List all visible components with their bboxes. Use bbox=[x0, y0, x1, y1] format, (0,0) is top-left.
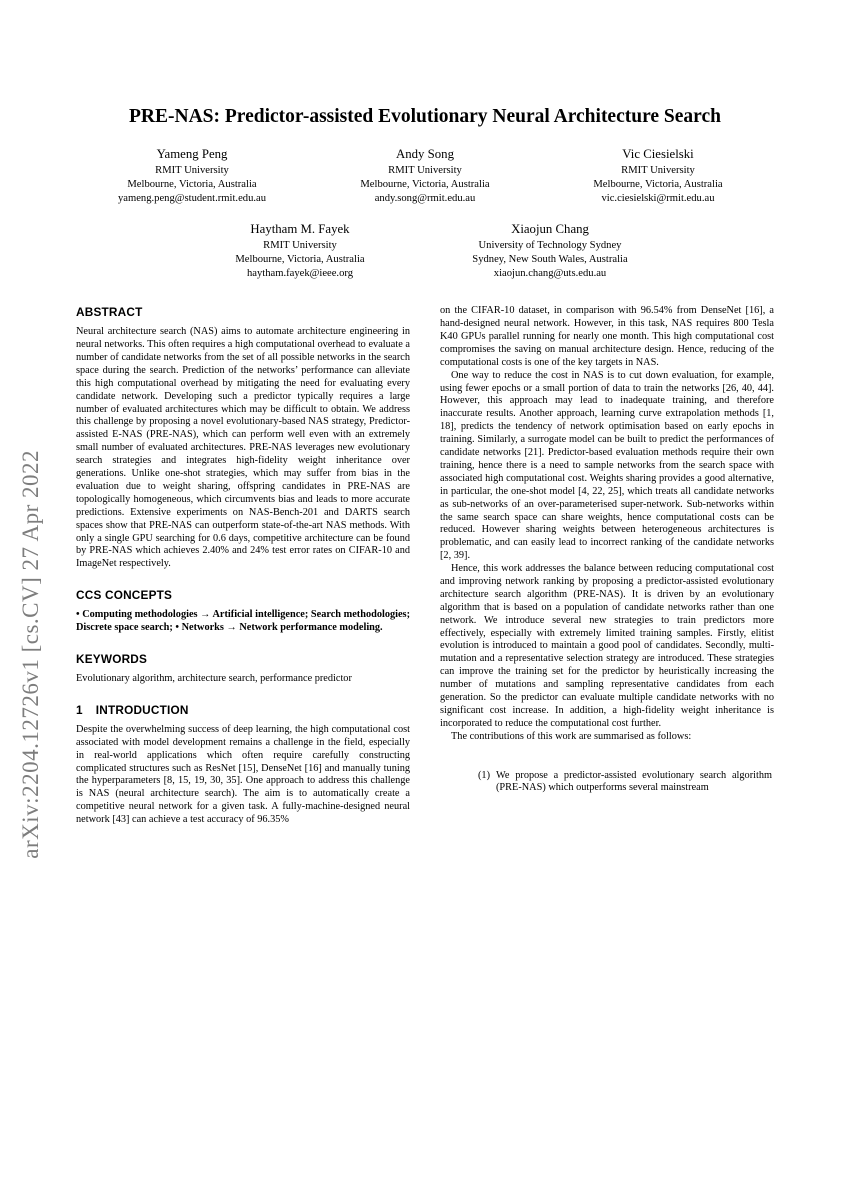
left-column bbox=[76, 305, 410, 827]
ccs-text: • Computing methodologies → Artificial intelligence; Search methodologies; Discrete space search; • Networks → Network performance modeling. bbox=[76, 609, 410, 634]
section-title: INTRODUCTION bbox=[95, 702, 189, 717]
contribution-text: We propose a predictor-assisted evolutionary search algorithm (PRE-NAS) which outperforms several mainstream bbox=[496, 769, 772, 794]
intro-paragraph-1: Despite the overwhelming success of deep learning, the high computational cost associated with model development remains a challenge in the field, especially in real-world applications which often require carefully constructing complicated structures such as ResNet [15], DenseNet [16] and manually tuning the hyperparameters [8, 15, 19, 30, 35]. One approach to address this challenge is NAS (neural architecture search). The aim is to automatically create a competitive neural network for a given task. A fully-machine-designed neural network [43] can achieve a test accuracy of 96.35% bbox=[76, 723, 410, 826]
body-paragraph: on the CIFAR-10 dataset, in comparison with 96.54% from DenseNet [16], a hand-designed neural network. However, in this task, NAS requires 800 Tesla K40 GPUs parallel running for nearly one month. This high computational cost compromises the saving on manual architecture design. Hence, reducing of the computational costs is one of the key targets in NAS. bbox=[440, 305, 774, 368]
contribution-item bbox=[478, 769, 772, 796]
author-email: vic.ciesielski@rmit.edu.au bbox=[601, 193, 715, 205]
contributions-list bbox=[440, 770, 774, 796]
author-name: Yameng Peng bbox=[156, 146, 228, 161]
keywords-heading: KEYWORDS bbox=[76, 651, 148, 666]
ccs-heading: CCS CONCEPTS bbox=[76, 588, 173, 603]
paper-title: PRE-NAS: Predictor-assisted Evolutionary Neural Architecture Search bbox=[129, 106, 721, 127]
author-email: yameng.peng@student.rmit.edu.au bbox=[117, 193, 267, 205]
author-block bbox=[175, 221, 425, 281]
author-location: Sydney, New South Wales, Australia bbox=[472, 254, 628, 266]
author-name: Haytham M. Fayek bbox=[250, 222, 350, 237]
body-paragraph: Hence, this work addresses the balance between reducing computational cost and improving network ranking by proposing a predictor-assisted evolutionary architecture search algorithm (PRE-NAS). It is driven by an evolutionary algorithm that is based on a population of candidate networks rather than one network. We introduce several new strategies to train predictors more effectively, especially with extremely limited training samples. Firstly, elitist evolution is introduced to maintain a good pool of candidates. Secondly, multi-mutation and a representative selection strategy are introduced. These strategies can improve the training set for the predictor by heuristically increasing the number of mutations and sampling representative candidates from each generation. So the predictor can evaluate multiple candidate networks with no significant cost increase. In addition, a high-fidelity weight inheritance is incorporated to reduce the computational cost further. bbox=[440, 563, 774, 729]
author-affiliation: RMIT University bbox=[388, 165, 462, 177]
author-block bbox=[425, 221, 675, 281]
author-location: Melbourne, Victoria, Australia bbox=[360, 179, 490, 191]
author-affiliation: RMIT University bbox=[263, 240, 337, 252]
body-paragraph: One way to reduce the cost in NAS is to cut down evaluation, for example, using fewer epochs or a small portion of data to train the networks [26, 40, 44]. However, this approach may lead to inadequate training, and therefore inaccurate results. Another approach, learning curve extrapolation methods [1, 18], predicts the tendency of network optimisation based on early epochs in training. Similarly, a surrogate model can be built to predict the performances of candidate networks [21]. Predictor-based evaluation methods require their own training, hence there is a need to sample networks from the search space with associated high computational cost. Weights sharing provides a good alternative, in particular, the one-shot model [4, 22, 25], which treats all candidate networks as sub-networks of an over-parameterised super-network. Sub-networks within the same search space can share weights, hence computational costs can be reduced. However sharing weights between heterogeneous architectures is problematic, and can easily lead to incorrect ranking of the candidate networks [2, 39]. bbox=[440, 369, 774, 562]
author-affiliation: RMIT University bbox=[621, 165, 695, 177]
author-location: Melbourne, Victoria, Australia bbox=[127, 179, 257, 191]
author-affiliation: RMIT University bbox=[155, 165, 229, 177]
introduction-heading bbox=[76, 703, 410, 717]
right-column bbox=[440, 305, 774, 827]
authors-row-1 bbox=[0, 146, 850, 206]
body-paragraph: The contributions of this work are summarised as follows: bbox=[451, 730, 692, 742]
section-number: 1 bbox=[76, 702, 83, 717]
author-email: haytham.fayek@ieee.org bbox=[246, 268, 354, 280]
arxiv-watermark bbox=[12, 389, 50, 919]
authors-row-2 bbox=[0, 221, 850, 281]
author-block bbox=[76, 146, 309, 206]
author-name: Andy Song bbox=[396, 146, 454, 161]
contribution-label: (1) bbox=[478, 769, 491, 781]
author-block bbox=[309, 146, 542, 206]
author-location: Melbourne, Victoria, Australia bbox=[593, 179, 723, 191]
abstract-text: Neural architecture search (NAS) aims to automate architecture engineering in neural networks. This often requires a high computational overhead to evaluate a number of candidate networks from the set of all possible networks in the search space during the search. Prediction of the networks’ performance can alleviate this high computational overhead by mitigating the need for evaluating every candidate network. Developing such a predictor typically requires a large number of evaluated architectures which may be difficult to obtain. We address this challenge by proposing a novel evolutionary-based NAS strategy, Predictor-assisted E-NAS (PRE-NAS), which can perform well even with an extremely small number of evaluated architectures. PRE-NAS leverages new evolutionary search strategies and integrates high-fidelity weight inheritance over generations. Unlike one-shot strategies, which may suffer from bias in the evaluation due to weight sharing, offspring candidates in PRE-NAS are topologically homogeneous, which circumvents bias and leads to more accurate predictions. Extensive experiments on NAS-Bench-201 and DARTS search spaces show that PRE-NAS can outperform state-of-the-art NAS methods. With only a single GPU searching for 0.6 days, competitive architecture can be found by PRE-NAS which achieves 2.40% and 24% test error rates on CIFAR-10 and ImageNet respectively. bbox=[76, 326, 410, 570]
arxiv-watermark-text: arXiv:2204.12726v1 [cs.CV] 27 Apr 2022 bbox=[18, 449, 43, 859]
author-block bbox=[542, 146, 775, 206]
abstract-heading: ABSTRACT bbox=[76, 305, 143, 320]
two-column-body bbox=[76, 305, 774, 827]
author-location: Melbourne, Victoria, Australia bbox=[235, 254, 365, 266]
author-name: Xiaojun Chang bbox=[511, 222, 589, 237]
author-email: andy.song@rmit.edu.au bbox=[374, 193, 476, 205]
keywords-text: Evolutionary algorithm, architecture search, performance predictor bbox=[76, 672, 352, 684]
author-affiliation: University of Technology Sydney bbox=[478, 240, 622, 252]
author-name: Vic Ciesielski bbox=[622, 146, 694, 161]
paper-page bbox=[0, 104, 850, 1204]
author-email: xiaojun.chang@uts.edu.au bbox=[493, 268, 607, 280]
